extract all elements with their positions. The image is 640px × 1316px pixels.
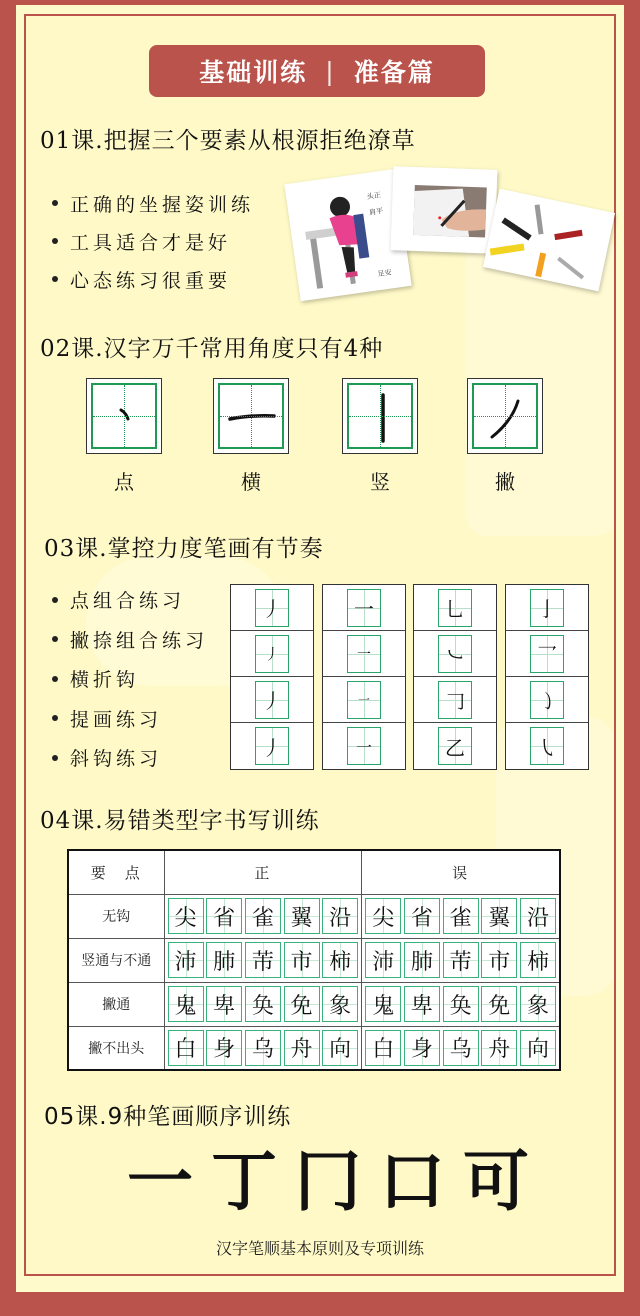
stroke-practice-column (322, 584, 406, 770)
row-label: 无钩 (68, 894, 164, 938)
bullet-item: 撇捺组合练习 (52, 620, 208, 660)
practice-cell: 丿 (255, 635, 289, 673)
practice-cell: 丿 (255, 681, 289, 719)
table-row: 撇通 鬼 卑 奂 免 象 鬼 卑 奂 免 象 (68, 982, 560, 1026)
practice-cell: 乚 (438, 589, 472, 627)
bullet-item: 正确的坐握姿训练 (52, 184, 254, 222)
lesson-2-title: 02课.汉字万千常用角度只有4种 (40, 336, 384, 362)
practice-cell: ㇂ (530, 727, 564, 765)
lesson-5-title: 05课.9种笔画顺序训练 (44, 1104, 292, 1130)
stroke-practice-column (505, 584, 589, 770)
bullet-item: 工具适合才是好 (52, 222, 254, 260)
row-label: 撇通 (68, 982, 164, 1026)
row-label: 撇不出头 (68, 1026, 164, 1070)
stroke-label: 竖 (370, 470, 390, 494)
practice-cell: 一 (347, 589, 381, 627)
bullet-item: 点组合练习 (52, 580, 208, 620)
bullet-item: 心态练习很重要 (52, 260, 254, 298)
bullet-item: 斜钩练习 (52, 738, 208, 778)
lesson-1-bullets (52, 184, 254, 298)
stroke-order-step: 冂 (295, 1142, 361, 1220)
table-row: 无钩 尖 省 雀 翼 沿 尖 省 雀 翼 沿 (68, 894, 560, 938)
practice-cell: ㇁ (530, 681, 564, 719)
lesson-4-title: 04课.易错类型字书写训练 (40, 808, 320, 834)
header-wrong: 误 (362, 850, 560, 894)
stroke-box-horizontal (213, 378, 289, 454)
dot-stroke-icon (93, 385, 157, 449)
stroke-label: 撇 (495, 470, 515, 494)
stroke-order-sequence (118, 1142, 538, 1220)
table-row: 竖通与不通 沛 肺 芾 市 柿 沛 肺 芾 市 柿 (68, 938, 560, 982)
lesson-1-title: 01课.把握三个要素从根源拒绝潦草 (40, 128, 416, 154)
header-key-points: 要 点 (68, 850, 164, 894)
lesson-3-bullets (52, 580, 208, 778)
stroke-order-step: 丁 (211, 1142, 277, 1220)
practice-cell: ㇃ (438, 635, 472, 673)
table-header-row (68, 850, 560, 894)
practice-cell: 乙 (438, 727, 472, 765)
stroke-label: 点 (114, 470, 134, 494)
stroke-order-step: 一 (127, 1142, 193, 1220)
practice-cell: 一 (347, 681, 381, 719)
practice-cell: 一 (347, 727, 381, 765)
practice-cell: 亅 (530, 589, 564, 627)
stroke-practice-column (413, 584, 497, 770)
header-left: 基础训练 (199, 58, 308, 87)
practice-cell: 𠃌 (438, 681, 472, 719)
row-label: 竖通与不通 (68, 938, 164, 982)
lesson-3-title: 03课.掌控力度笔画有节奏 (44, 536, 324, 562)
stroke-box-left-falling (467, 378, 543, 454)
svg-text:足安: 足安 (377, 268, 393, 279)
header-badge (149, 45, 485, 97)
practice-cell: 乛 (530, 635, 564, 673)
table-row: 撇不出头 白 身 乌 舟 向 白 身 乌 舟 向 (68, 1026, 560, 1070)
left-falling-stroke-icon (474, 385, 538, 449)
header-separator: | (325, 56, 336, 86)
horizontal-stroke-icon (220, 385, 284, 449)
stroke-label: 横 (241, 470, 261, 494)
stroke-order-step: 可 (463, 1142, 529, 1220)
practice-cell: 丿 (255, 589, 289, 627)
header-right: 准备篇 (353, 58, 435, 87)
pen-grip-photo (391, 166, 498, 254)
bullet-item: 横折钩 (52, 659, 208, 699)
stroke-box-dot (86, 378, 162, 454)
svg-text:肩平: 肩平 (368, 206, 384, 217)
svg-text:头正: 头正 (366, 191, 382, 201)
stroke-practice-column (230, 584, 314, 770)
practice-cell: 丿 (255, 727, 289, 765)
bullet-item: 提画练习 (52, 699, 208, 739)
practice-cell: 一 (347, 635, 381, 673)
stroke-box-vertical (342, 378, 418, 454)
header-correct: 正 (164, 850, 362, 894)
hand-holding-pen-icon (391, 166, 498, 254)
error-prone-characters-table (67, 849, 561, 1071)
vertical-stroke-icon (349, 385, 413, 449)
stroke-order-step: 口 (379, 1142, 445, 1220)
lesson-5-caption: 汉字笔顺基本原则及专项训练 (215, 1239, 424, 1258)
